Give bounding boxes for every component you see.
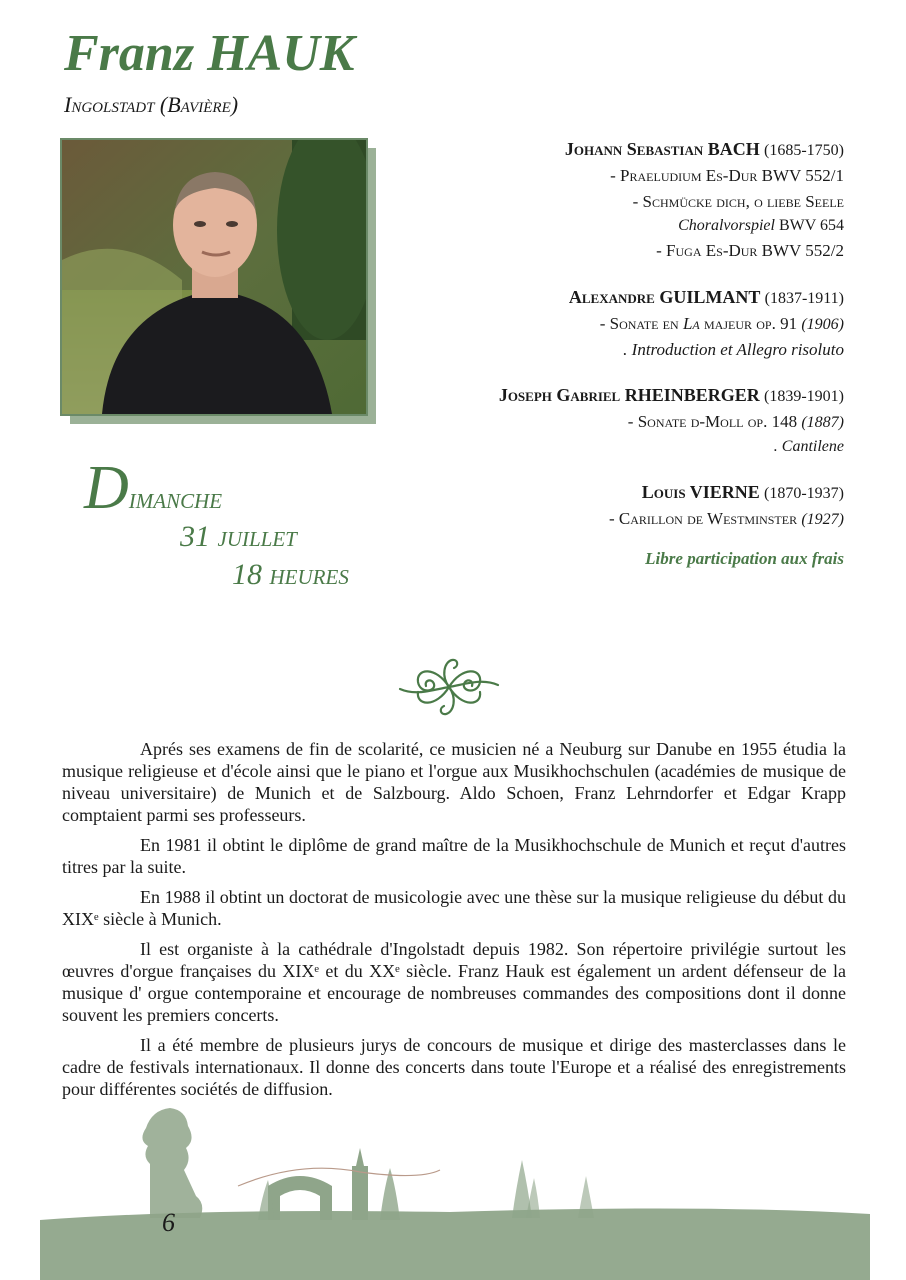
work-detail-text: BWV 654 [774, 217, 844, 234]
work-title-part: - Sonate d-Moll op. 148 [627, 412, 802, 431]
work-title-part: majeur op. 91 [699, 313, 802, 333]
composer-guilmant [404, 284, 844, 363]
work-movement: . Introduction et Allegro risoluto [623, 339, 844, 359]
bio-paragraph: En 1988 il obtint un doctorat de musicologie avec une thèse sur la musique religieuse du début du XIXᵉ siècle à Munich. [62, 887, 846, 929]
composer-name: Johann Sebastian BACH [564, 139, 760, 159]
work-detail-italic: Choralvorspiel [678, 217, 775, 234]
portrait-photo [60, 138, 368, 416]
composer-name: Joseph Gabriel RHEINBERGER [498, 385, 760, 405]
bio-paragraph: En 1981 il obtint le diplôme de grand maître de la Musikhochschule de Munich et reçut d'autres titres par la suite. [62, 835, 846, 877]
work-title: - Fuga Es-Dur BWV 552/2 [656, 241, 844, 260]
flourish-ornament-icon [396, 656, 502, 718]
work-title [404, 409, 844, 435]
bio-paragraph: Il a été membre de plusieurs jurys de concours de musique et dirige des masterclasses dans le cadre de festivals internationaux. Il donne des concerts dans toute l'Europe et a réalisé des enregistrements pour différentes sociétés de diffusion. [62, 1035, 846, 1099]
location-subtitle: Ingolstadt (Bavière) [64, 92, 239, 117]
composer-name: Louis VIERNE [641, 482, 760, 502]
day-rest: imanche [128, 482, 223, 515]
concert-date [84, 454, 404, 594]
admission-note: Libre participation aux frais [645, 549, 844, 568]
page-number: 6 [162, 1208, 175, 1237]
composer-dates: (1837-1911) [764, 289, 844, 307]
concert-day-date: 31 juillet [180, 520, 297, 553]
work-year: (1906) [801, 315, 844, 333]
composer-dates: (1685-1750) [764, 142, 844, 159]
composer-name: Alexandre GUILMANT [568, 286, 761, 307]
day-initial: D [84, 454, 129, 522]
work-movement: . Cantilene [773, 438, 844, 455]
work-detail [404, 214, 844, 238]
work-title [404, 311, 844, 337]
work-title-italic: La [682, 313, 700, 333]
work-title [404, 506, 844, 532]
concert-program [404, 136, 844, 572]
concert-time: 18 heures [232, 558, 349, 591]
work-title-part: - Carillon de Westminster [608, 509, 802, 528]
composer-dates: (1839-1901) [764, 388, 844, 405]
composer-bach [404, 136, 844, 264]
bio-paragraph: Aprés ses examens de fin de scolarité, ce musicien né a Neuburg sur Danube en 1955 étudia la musique religieuse et d'école ainsi que le piano et l'orgue aux Musikhochschulen (académies de musique de niveau universitaire) de Munich et de Salzbourg. Aldo Schoen, Franz Lehrndorfer et Edgar Krapp comptaient parmi ses professeurs. [62, 739, 846, 825]
composer-dates: (1870-1937) [764, 485, 844, 502]
concert-day [84, 454, 404, 522]
composer-rheinberger [404, 382, 844, 459]
biography [62, 738, 846, 1108]
work-title-part: - Sonate en [599, 313, 683, 333]
composer-vierne [404, 479, 844, 532]
work-year: (1887) [801, 414, 844, 431]
work-year: (1927) [801, 511, 844, 528]
bio-paragraph: Il est organiste à la cathédrale d'Ingolstadt depuis 1982. Son répertoire privilégie surtout les œuvres d'orgue françaises du XIXᵉ et du XXᵉ siècle. Franz Hauk est également un ardent défenseur de la musique d' orgue contemporaine et encourage de nombreuses commandes des compositions dont il donne souvent les premiers concerts. [62, 939, 846, 1025]
landscape-silhouette [0, 1100, 906, 1280]
portrait-illustration [62, 140, 366, 414]
photo-frame [60, 138, 376, 424]
work-title: - Praeludium Es-Dur BWV 552/1 [610, 166, 844, 185]
page-title: Franz HAUK [64, 25, 355, 82]
work-title: - Schmücke dich, o liebe Seele [632, 191, 844, 211]
